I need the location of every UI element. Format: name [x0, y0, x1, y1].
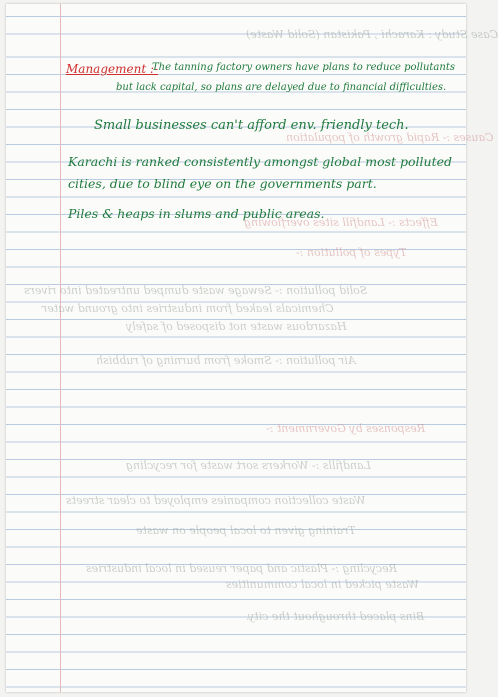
- show-through-line: Responses by Government :-: [266, 422, 426, 435]
- show-through-line: Waste picked in local communities: [226, 578, 419, 591]
- notebook-page: [6, 4, 498, 692]
- show-through-line: Types of pollution :-: [296, 246, 407, 259]
- note-line: The tanning factory owners have plans to reduce pollutants: [152, 62, 455, 73]
- show-through-line: Case Study : Karachi , Pakistan (Solid Waste): [246, 28, 498, 41]
- note-line: Small businesses can't afford env. friendly tech.: [94, 118, 409, 133]
- show-through-line: Causes :- Rapid growth of population: [286, 131, 494, 144]
- note-line: cities, due to blind eye on the governments part.: [68, 176, 377, 191]
- show-through-line: Hazardous waste not disposed of safely: [126, 320, 347, 333]
- show-through-line: Training given to local people on waste: [136, 524, 356, 537]
- show-through-line: Air pollution :- Smoke from burning of rubbish: [96, 354, 356, 367]
- show-through-line: Waste collection companies employed to clear streets: [66, 494, 366, 507]
- show-through-line: Recycling :- Plastic and paper reused in local industries: [86, 562, 397, 575]
- show-through-line: Bins placed throughout the city.: [246, 610, 425, 623]
- note-line: Karachi is ranked consistently amongst global most polluted: [68, 154, 453, 169]
- margin-line: [60, 4, 61, 692]
- note-line: Piles & heaps in slums and public areas.: [68, 206, 325, 221]
- show-through-line: Solid pollution :- Sewage waste dumped untreated into rivers: [24, 284, 368, 297]
- show-through-line: Effects :- Landfill sites overflowing: [244, 216, 438, 229]
- note-line: but lack capital, so plans are delayed due to financial difficulties.: [116, 82, 447, 93]
- show-through-line: Landfills :- Workers sort waste for recycling: [126, 459, 371, 472]
- management-heading: Management :-: [66, 62, 159, 76]
- show-through-line: Chemicals leaked from industries into ground water: [42, 302, 334, 315]
